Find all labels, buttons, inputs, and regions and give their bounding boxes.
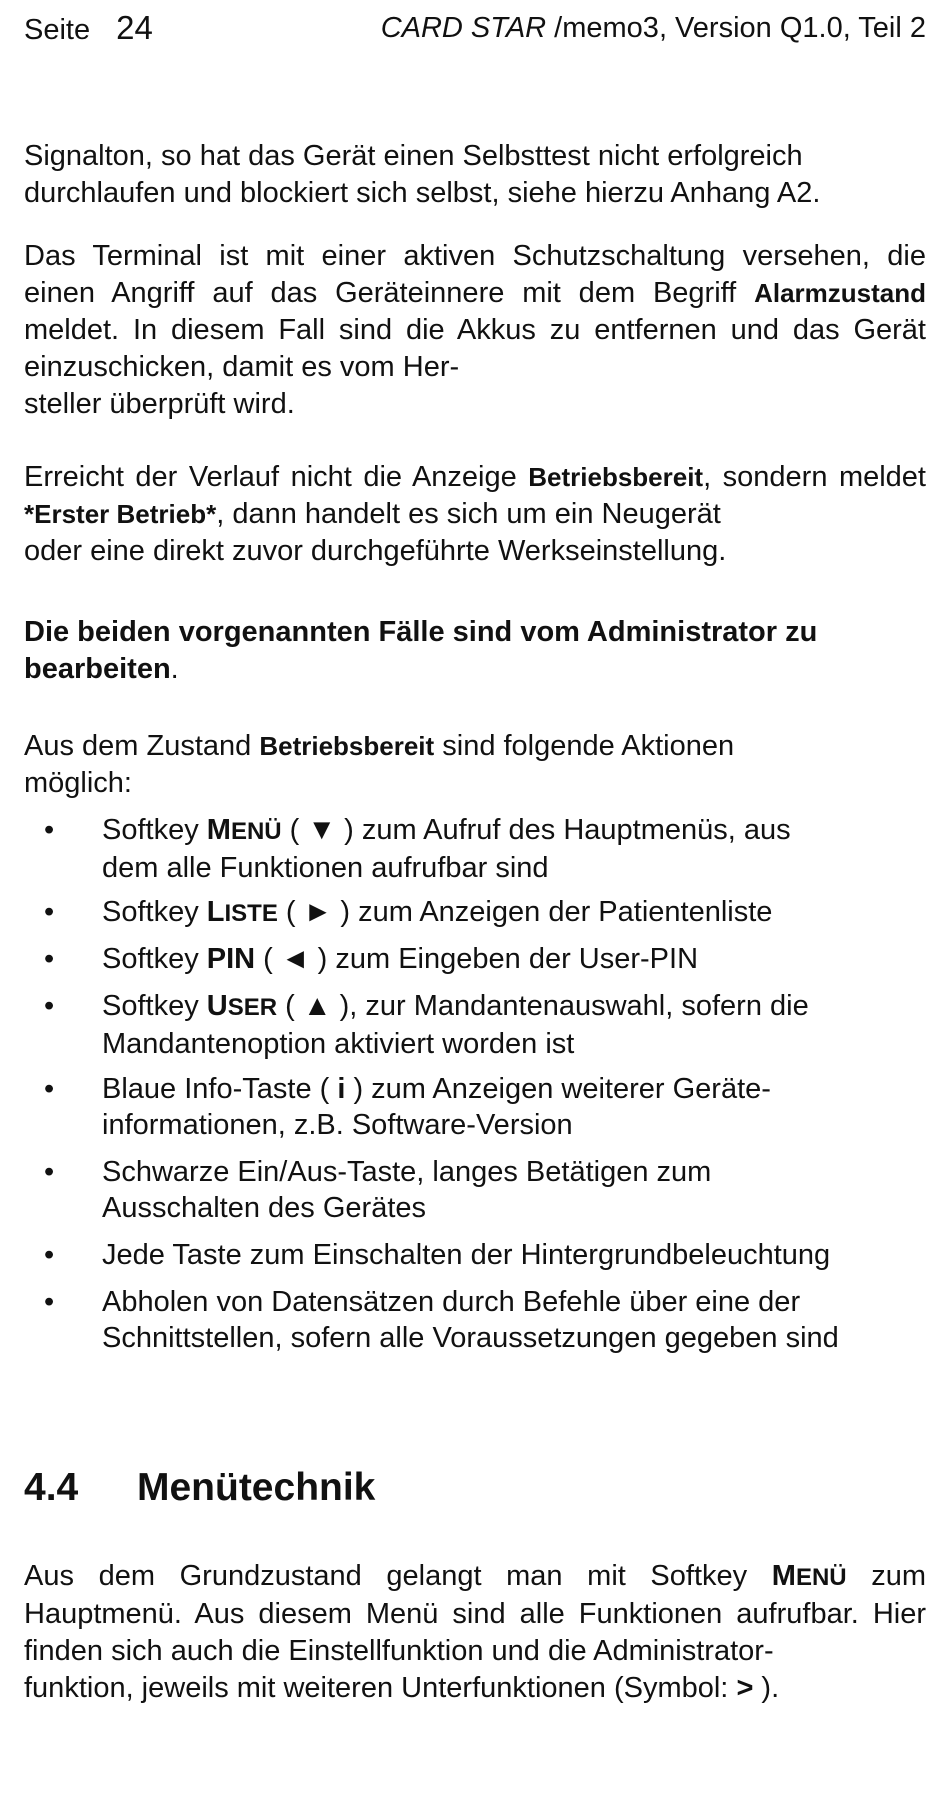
keyword-alarmzustand: Alarmzustand — [754, 278, 926, 308]
softkey-pin: PIN — [206, 943, 256, 975]
bullet-icon: • — [44, 814, 55, 846]
bullet-icon: • — [44, 1286, 55, 1318]
softkey-menu: MENÜ — [206, 814, 282, 846]
paragraph-aktionen: Aus dem Zustand Betriebsbereit sind folgende Aktionen möglich: — [24, 730, 735, 799]
list-item: • Softkey USER ( ▲ ), zur Mandantenauswahl, sofern die Mandantenoption aktiviert worden ist — [44, 990, 809, 1060]
action-list — [24, 812, 926, 1356]
info-key-label: i — [337, 1073, 346, 1105]
section-title: Menütechnik — [137, 1466, 376, 1509]
softkey-menu: MENÜ — [771, 1560, 847, 1592]
page-number-label: Seite 24 — [24, 9, 153, 46]
keyword-betriebsbereit: Betriebsbereit — [528, 462, 704, 492]
list-item: • Blaue Info-Taste ( i ) zum Anzeigen weiterer Geräte- informationen, z.B. Software-Version — [44, 1073, 771, 1141]
bullet-icon: • — [44, 1156, 55, 1188]
list-item: • Softkey LISTE ( ► ) zum Anzeigen der Patientenliste — [44, 896, 773, 928]
bullet-icon: • — [44, 990, 55, 1022]
softkey-user: USER — [206, 990, 278, 1022]
paragraph-erster-betrieb: Erreicht der Verlauf nicht die Anzeige Betriebsbereit, sondern meldet *Erster Betrieb*, dann handelt es sich um ein Neugerät oder eine direkt zuvor durchgeführte Werkseinstellung. — [24, 461, 926, 567]
section-heading — [24, 1464, 375, 1512]
section-number: 4.4 — [24, 1466, 79, 1509]
paragraph-menuetechnik: Aus dem Grundzustand gelangt man mit Softkey MENÜ zum Hauptmenü. Aus diesem Menü sind alle Funktionen aufrufbar. Hier finden sich auch die Einstellfunktion und die Administrator- funktion, jeweils mit weiteren Unterfunktionen (Symbol: > ). — [24, 1560, 927, 1704]
list-item: • Jede Taste zum Einschalten der Hintergrundbeleuchtung — [44, 1239, 831, 1271]
paragraph-signalton: Signalton, so hat das Gerät einen Selbsttest nicht erfolgreich durchlaufen und blockiert sich selbst, siehe hierzu Anhang A2. — [24, 140, 821, 209]
list-item: • Softkey PIN ( ◄ ) zum Eingeben der User-PIN — [44, 943, 699, 975]
bullet-icon: • — [44, 1073, 55, 1105]
keyword-betriebsbereit: Betriebsbereit — [259, 731, 435, 761]
keyword-erster-betrieb: *Erster Betrieb* — [24, 499, 217, 529]
softkey-liste: LISTE — [206, 896, 278, 928]
list-item: • Abholen von Datensätzen durch Befehle über eine der Schnittstellen, sofern alle Voraussetzungen gegeben sind — [44, 1286, 839, 1354]
page-header — [24, 8, 926, 48]
bullet-icon: • — [44, 1239, 55, 1271]
list-item: • Softkey MENÜ ( ▼ ) zum Aufruf des Hauptmenüs, aus dem alle Funktionen aufrufbar sind — [44, 814, 791, 884]
document-title: CARD STAR /memo3, Version Q1.0, Teil 2 — [380, 12, 926, 44]
page-number: 24 — [116, 9, 153, 46]
list-item: • Schwarze Ein/Aus-Taste, langes Betätigen zum Ausschalten des Gerätes — [44, 1156, 712, 1224]
bullet-icon: • — [44, 943, 55, 975]
paragraph-schutzschaltung: Das Terminal ist mit einer aktiven Schutzschaltung versehen, die einen Angriff auf das Geräteinnere mit dem Begriff Alarmzustand meldet. In diesem Fall sind die Akkus zu entfernen und das Gerät einzuschicken, damit es vom Her- steller überprüft wird. — [24, 240, 926, 420]
product-name: CARD STAR — [380, 12, 547, 44]
submenu-symbol: > — [736, 1672, 754, 1704]
bullet-icon: • — [44, 896, 55, 928]
paragraph-administrator: Die beiden vorgenannten Fälle sind vom Administrator zu bearbeiten. — [24, 616, 818, 685]
